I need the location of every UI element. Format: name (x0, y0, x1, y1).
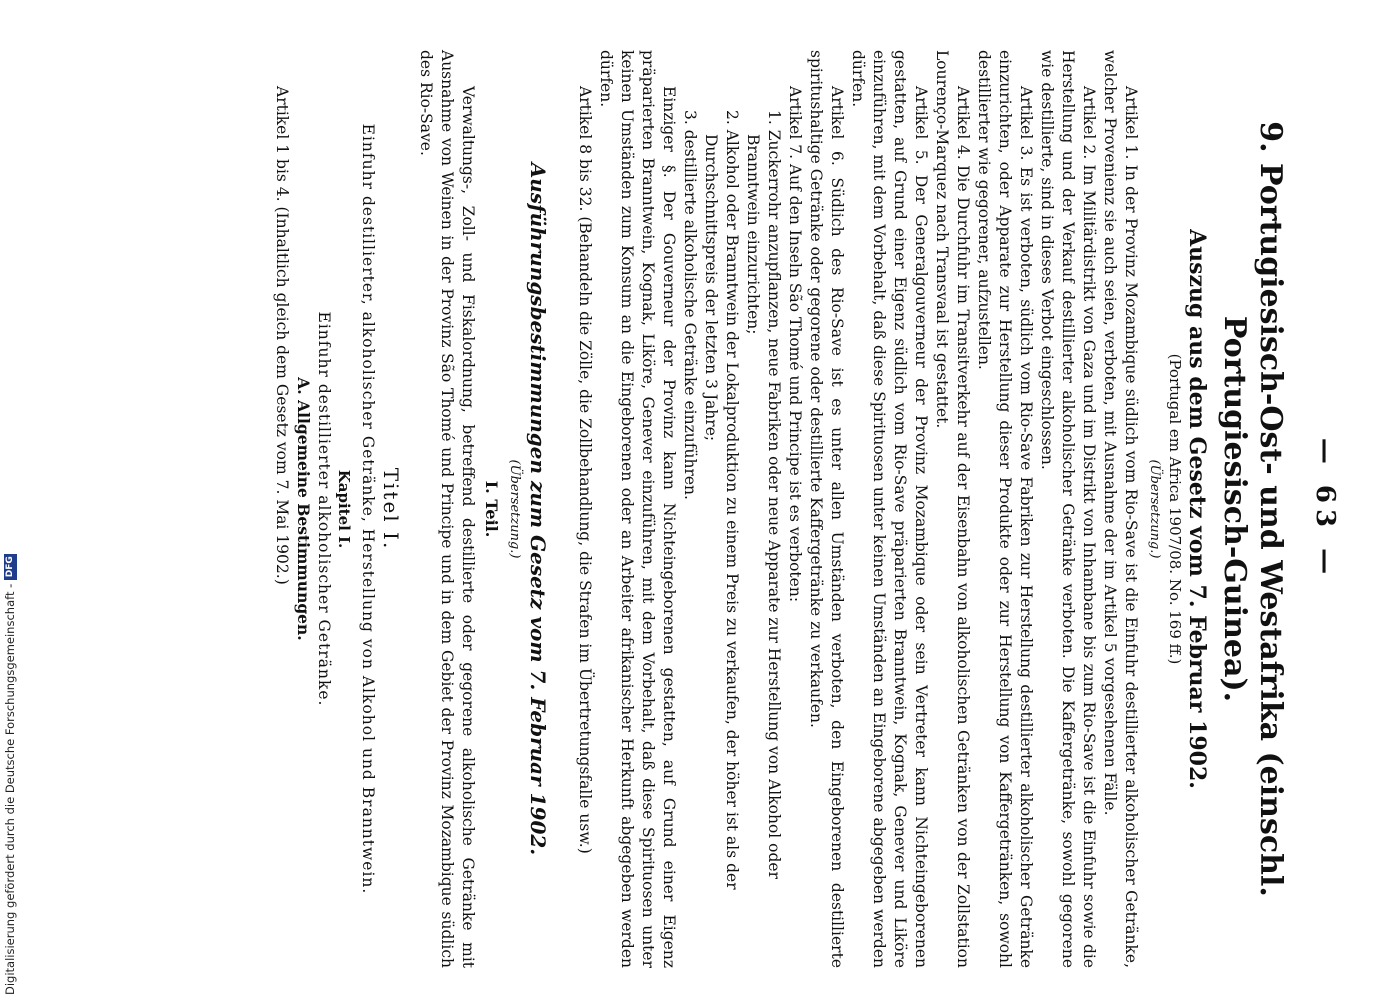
article7-item: 3. destillierte alkoholische Getränke einzuführen. (681, 110, 699, 500)
titel-heading: Titel I. (379, 467, 403, 551)
section-title: Ausführungsbestimmungen zum Gesetz vom 7. Februar 1902. (526, 162, 550, 856)
chapter-subtitle: Auszug aus dem Gesetz vom 7. Februar 1902. (1184, 229, 1210, 789)
section-intro: Verwaltungs-, Zoll- und Fiskalordnung, betreffend destillierte oder gegorene alkoholische Getränke mit Ausnahme von Weinen in der Provinz São Thomé und Principe und in dem Gebiet der Provinz Mozambique südlich des Rio-Save. (417, 50, 477, 968)
titel-description: Einfuhr destillierter, alkoholischer Getränke, Herstellung von Alkohol und Branntwein. (359, 123, 377, 895)
article-paragraph: Einziger §. Der Gouverneur der Provinz kann Nichteingeborenen gestatten, auf Grund einer Eigenz präparierten Branntwein, Kognak, Liköre, Genever einzuführen, mit dem Vorbehalt, daß diese Spirituosen unter keinen Umständen zum Konsum an die Eingeborenen oder an Arbeiter afrikanischer Herkunft abgegeben werden dürfen. (597, 50, 678, 968)
article7-item: 2. Alkohol oder Branntwein der Lokalproduktion zu einem Preis zu verkaufen, der höher ist als der Durchschnittspreis der letzten 3 Jahre; (702, 110, 741, 890)
article-paragraph: Artikel 1. In der Provinz Mozambique südlich vom Rio-Save ist die Einfuhr destillierter alkoholischer Getränke, welcher Provenienz sie auch seien, verboten, mit Ausnahme der im Artikel 5 vorgesehenen Fälle. (1101, 50, 1140, 968)
article-paragraph: Artikel 8 bis 32. (Behandeln die Zölle, die Zollbehandlung, die Strafen im Übertretungsfalle usw.) (576, 86, 594, 854)
article-paragraph: Artikel 1 bis 4. (Inhaltlich gleich dem Gesetz vom 7. Mai 1902.) (273, 86, 291, 585)
page-content (110, 20, 1340, 980)
source-reference: (Portugal em Africa 1907/08. No. 169 ff.) (1166, 353, 1184, 665)
article-paragraph: Artikel 6. Südlich des Rio-Save ist es unter allen Umständen verboten, den Eingeborenen destillierte spiritushaltige Getränke oder gegorene oder destillierte Kaffergetränke zu verkaufen. (807, 50, 846, 968)
subsection-heading: A. Allgemeine Bestimmungen. (294, 377, 313, 641)
chapter-title: 9. Portugiesisch-Ost- und Westafrika (einschl. Portugiesisch-Guinea). (1217, 121, 1288, 897)
article7-intro: Artikel 7. Auf den Inseln São Thomé und Principe ist es verboten: (786, 86, 804, 603)
translation-note: (Übersetzung.) (1147, 459, 1162, 559)
article-paragraph: Artikel 5. Der Generalgouverneur der Provinz Mozambique oder sein Vertreter kann Nichteingeborenen gestatten, auf Grund einer Eigenz südlich vom Rio-Save präparierten Branntwein, Kognak, Genever und Liköre einzuführen, mit dem Vorbehalt, daß diese Spirituosen unter keinen Umständen an Eingeborene abgegeben werden dürfen. (849, 50, 930, 968)
part-heading: I. Teil. (482, 480, 501, 538)
watermark (3, 554, 17, 995)
watermark-strip (0, 0, 20, 1000)
translation-note: (Übersetzung.) (507, 459, 522, 559)
rotated-page-content (110, 20, 1340, 980)
article-paragraph: Artikel 3. Es ist verboten, südlich vom Rio-Save Fabriken zur Herstellung destillierter alkoholischer Getränke einzurichten, oder Apparate zur Herstellung dieser Produkte oder zur Herstellung von Kaffergetränken, sowohl destillierter wie gegorener, aufzustellen. (975, 50, 1035, 968)
watermark-text: Digitalisierung gefördert durch die Deutsche Forschungsgemeinschaft - (3, 583, 17, 995)
article-paragraph: Artikel 4. Die Durchfuhr im Transitverkehr auf der Eisenbahn von alkoholischen Getränken von der Zollstation Lourenço-Marquez nach Transvaal ist gestattet. (933, 50, 972, 968)
kapitel-description: Einfuhr destillierter alkoholischer Getränke. (315, 311, 333, 707)
page-number: — 63 — (1310, 437, 1340, 581)
article-paragraph: Artikel 2. Im Militärdistrikt von Gaza und im Distrikt von Inhambane bis zum Rio-Save ist die Einfuhr sowie die Herstellung und der Verkauf destillierter alkoholischer Getränke verboten. Die Kaffergetränke, sowohl gegorene wie destillierte, sind in dieses Verbot eingeschlossen. (1038, 50, 1098, 968)
kapitel-heading: Kapitel I. (335, 469, 353, 549)
dfg-logo: DFG (4, 554, 17, 580)
article7-item: 1. Zuckerrohr anzupflanzen, neue Fabriken oder neue Apparate zur Herstellung von Alkohol oder Branntwein einzurichten; (744, 110, 783, 879)
